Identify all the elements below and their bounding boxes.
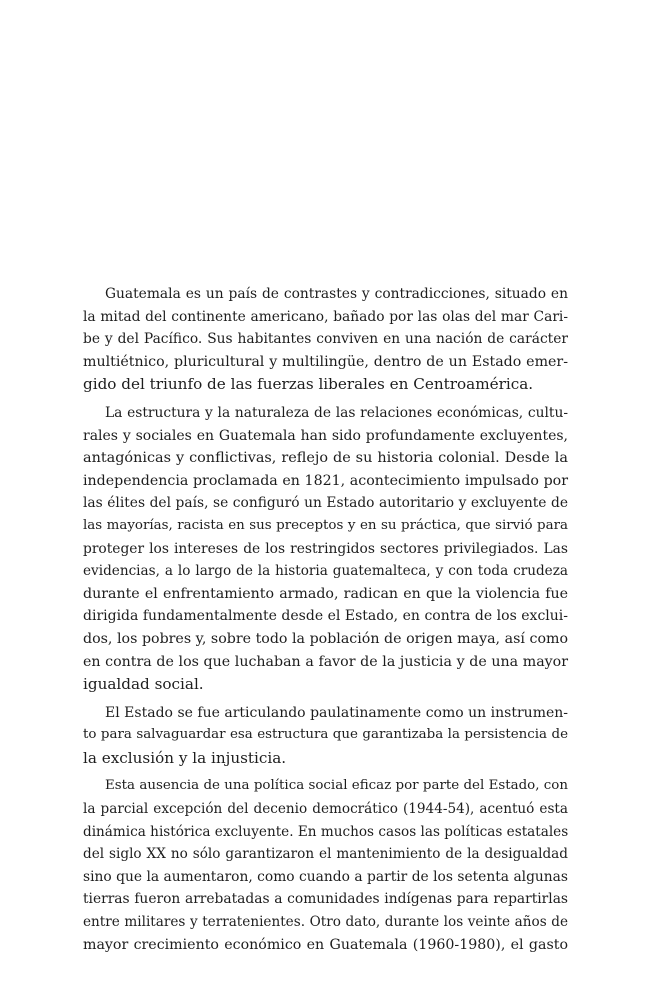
text-line: dirigida fundamentalmente desde el Estado, en contra de los exclui- (83, 608, 568, 625)
text-line: independencia proclamada en 1821, acontecimiento impulsado por (83, 472, 568, 489)
text-line: rales y sociales en Guatemala han sido profundamente excluyentes, (83, 427, 568, 444)
text-line: la parcial excepción del decenio democrático (1944-54), acentuó esta (83, 801, 568, 818)
text-line: La estructura y la naturaleza de las relaciones económicas, cultu- (105, 404, 568, 421)
text-line: mayor crecimiento económico en Guatemala (1960-1980), el gasto (83, 936, 568, 953)
text-line: multiétnico, pluricultural y multilingüe, dentro de un Estado emer- (83, 353, 568, 370)
text-line: to para salvaguardar esa estructura que garantizaba la persistencia de (83, 727, 568, 743)
paragraph-4 (83, 775, 568, 956)
text-line: igualdad social. (83, 675, 204, 694)
text-line: del siglo XX no sólo garantizaron el mantenimiento de la desigualdad (83, 846, 568, 863)
text-line: la exclusión y la injusticia. (83, 748, 287, 767)
text-line: sino que la aumentaron, como cuando a partir de los setenta algunas (83, 868, 568, 885)
text-line: gido del triunfo de las fuerzas liberales en Centroamérica. (83, 375, 534, 394)
body-text (83, 283, 568, 962)
text-line: entre militares y terratenientes. Otro dato, durante los veinte años de (83, 914, 568, 931)
text-line: las élites del país, se configuró un Estado autoritario y excluyente de (83, 495, 568, 512)
text-line: tierras fueron arrebatadas a comunidades indígenas para repartirlas (83, 891, 568, 908)
text-line: Guatemala es un país de contrastes y contradicciones, situado en (105, 286, 568, 302)
text-line: las mayorías, racista en sus preceptos y en su práctica, que sirvió para (83, 517, 568, 533)
text-line: dos, los pobres y, sobre todo la población de origen maya, así como (83, 630, 568, 647)
text-line: la mitad del continente americano, bañado por las olas del mar Cari- (83, 308, 568, 325)
text-line: evidencias, a lo largo de la historia guatemalteca, y con toda crudeza (83, 563, 568, 580)
paragraph-3 (83, 702, 568, 770)
text-line: dinámica histórica excluyente. En muchos casos las políticas estatales (83, 823, 569, 840)
text-line: durante el enfrentamiento armado, radican en que la violencia fue (83, 585, 568, 602)
text-line: Esta ausencia de una política social eficaz por parte del Estado, con (105, 778, 568, 794)
text-line: en contra de los que luchaban a favor de la justicia y de una mayor (83, 653, 568, 670)
paragraph-2 (83, 402, 568, 696)
paragraph-1 (83, 283, 568, 396)
text-line: El Estado se fue articulando paulatinamente como un instrumen- (105, 704, 568, 721)
text-line: be y del Pacífico. Sus habitantes conviven en una nación de carácter (83, 331, 568, 348)
text-line: antagónicas y conflictivas, reflejo de su historia colonial. Desde la (83, 450, 568, 467)
text-line: proteger los intereses de los restringidos sectores privilegiados. Las (83, 540, 568, 557)
